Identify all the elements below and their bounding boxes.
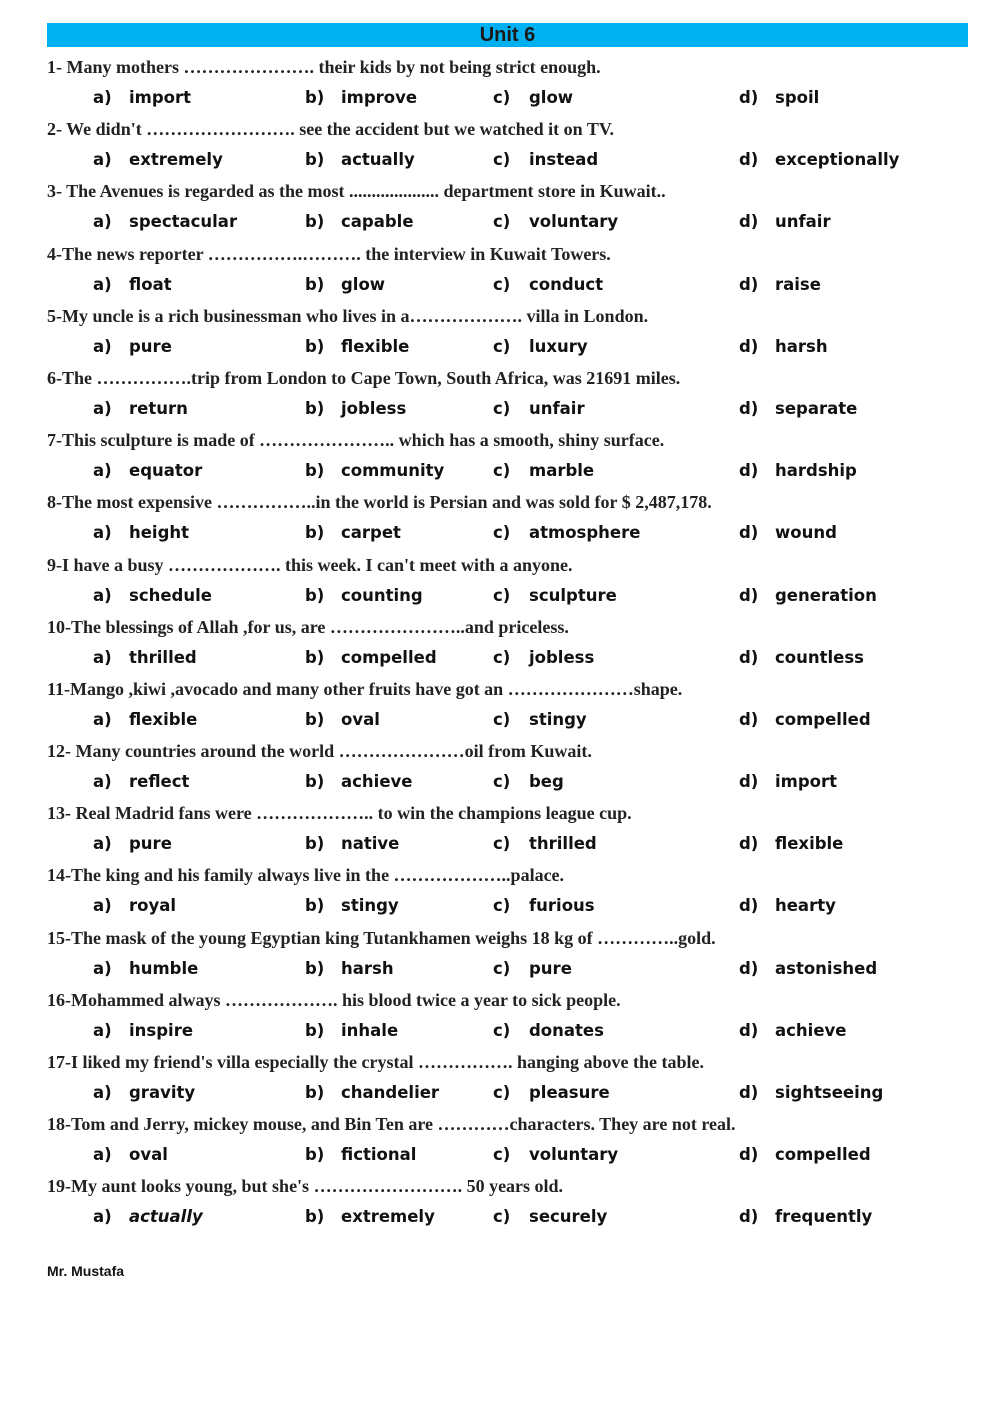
- option-b: [305, 332, 409, 362]
- option-letter: a): [93, 461, 112, 481]
- option-letter: a): [93, 274, 112, 294]
- option-letter: d): [739, 896, 759, 916]
- option-letter: c): [493, 834, 511, 854]
- option-d: [739, 145, 899, 175]
- unit-title: Unit 6: [479, 24, 536, 46]
- question-stem: 5-My uncle is a rich businessman who lives in a………………. villa in London.: [47, 305, 649, 326]
- option-text: conduct: [529, 274, 604, 294]
- question-stem: 2- We didn't ……………………. see the accident but we watched it on TV.: [47, 119, 615, 140]
- option-text: glow: [529, 88, 574, 107]
- question-item: [47, 1171, 977, 1233]
- question-item: [47, 1109, 977, 1171]
- option-text: import: [129, 88, 192, 107]
- question-item: [47, 239, 977, 301]
- option-text: voluntary: [529, 212, 619, 232]
- option-letter: c): [493, 461, 511, 481]
- option-text: return: [129, 398, 188, 418]
- answer-options: [47, 829, 977, 859]
- option-d: [739, 456, 857, 486]
- option-letter: a): [93, 834, 112, 854]
- option-text: actually: [129, 1207, 203, 1227]
- question-stem: 6-The …………….trip from London to Cape Town, South Africa, was 21691 miles.: [47, 367, 681, 388]
- option-d: [739, 829, 843, 859]
- option-text: capable: [341, 212, 414, 232]
- option-letter: a): [93, 88, 112, 107]
- option-text: compelled: [775, 709, 871, 729]
- option-a: [93, 145, 223, 175]
- option-letter: b): [305, 958, 325, 978]
- option-b: [305, 829, 399, 859]
- question-list: [47, 52, 977, 1234]
- option-b: [305, 1078, 439, 1108]
- question-stem: 15-The mask of the young Egyptian king Tutankhamen weighs 18 kg of …………..gold.: [47, 927, 716, 948]
- option-text: counting: [341, 585, 423, 605]
- option-a: [93, 1202, 203, 1232]
- option-c: [493, 1202, 607, 1232]
- option-d: [739, 1016, 846, 1046]
- answer-options: [47, 332, 977, 362]
- question-item: [47, 674, 977, 736]
- option-text: stingy: [529, 709, 587, 729]
- option-letter: c): [493, 398, 511, 418]
- answer-options: [47, 581, 977, 611]
- option-c: [493, 394, 585, 424]
- option-d: [739, 1202, 872, 1232]
- option-letter: a): [93, 1207, 112, 1227]
- option-text: atmosphere: [529, 523, 641, 543]
- option-text: harsh: [341, 958, 394, 978]
- option-text: inhale: [341, 1020, 399, 1040]
- option-text: sightseeing: [775, 1083, 884, 1102]
- option-letter: c): [493, 896, 511, 916]
- option-b: [305, 456, 444, 486]
- option-letter: c): [493, 336, 511, 356]
- option-letter: d): [739, 1020, 759, 1040]
- option-text: furious: [529, 896, 595, 916]
- option-letter: b): [305, 647, 325, 667]
- option-letter: c): [493, 585, 511, 605]
- question-item: [47, 550, 977, 612]
- option-letter: d): [739, 709, 759, 729]
- option-text: glow: [341, 274, 386, 294]
- option-b: [305, 1202, 435, 1232]
- option-a: [93, 829, 172, 859]
- option-letter: d): [739, 585, 759, 605]
- option-letter: a): [93, 1145, 112, 1165]
- answer-options: [47, 705, 977, 735]
- option-c: [493, 1078, 610, 1108]
- option-text: pure: [129, 336, 172, 356]
- option-text: compelled: [341, 647, 437, 667]
- option-text: pleasure: [529, 1083, 610, 1102]
- option-text: donates: [529, 1020, 604, 1040]
- option-b: [305, 394, 406, 424]
- option-d: [739, 705, 871, 735]
- option-text: native: [341, 834, 400, 854]
- answer-options: [47, 1016, 977, 1046]
- answer-options: [47, 891, 977, 921]
- option-text: stingy: [341, 896, 399, 916]
- option-letter: b): [305, 1083, 325, 1102]
- option-letter: c): [493, 772, 511, 792]
- unit-title-banner: [47, 23, 968, 47]
- option-letter: a): [93, 1083, 112, 1102]
- option-d: [739, 1078, 883, 1108]
- option-b: [305, 83, 417, 113]
- option-c: [493, 456, 594, 486]
- option-letter: d): [739, 647, 759, 667]
- option-d: [739, 891, 836, 921]
- option-letter: a): [93, 958, 112, 978]
- option-letter: b): [305, 1020, 325, 1040]
- option-b: [305, 1140, 416, 1170]
- question-stem: 8-The most expensive ……………..in the world is Persian and was sold for $ 2,487,178.: [47, 492, 712, 513]
- option-letter: c): [493, 523, 511, 543]
- option-text: unfair: [775, 212, 831, 232]
- option-text: royal: [129, 896, 177, 916]
- option-letter: d): [739, 88, 759, 107]
- option-letter: c): [493, 150, 511, 170]
- option-b: [305, 705, 380, 735]
- option-text: inspire: [129, 1020, 194, 1040]
- option-letter: b): [305, 212, 325, 232]
- option-text: improve: [341, 88, 418, 107]
- option-a: [93, 207, 237, 237]
- option-text: humble: [129, 958, 199, 978]
- option-letter: c): [493, 958, 511, 978]
- question-stem: 13- Real Madrid fans were ……………….. to win the champions league cup.: [47, 803, 632, 824]
- option-letter: c): [493, 88, 511, 107]
- answer-options: [47, 270, 977, 300]
- option-text: wound: [775, 523, 837, 543]
- option-text: hearty: [775, 896, 836, 916]
- option-letter: c): [493, 274, 511, 294]
- answer-options: [47, 394, 977, 424]
- option-c: [493, 518, 640, 548]
- option-text: unfair: [529, 398, 585, 418]
- option-a: [93, 643, 197, 673]
- option-a: [93, 1140, 168, 1170]
- option-b: [305, 891, 399, 921]
- option-c: [493, 581, 617, 611]
- question-stem: 14-The king and his family always live in the ………………..palace.: [47, 865, 565, 886]
- option-text: jobless: [341, 398, 407, 418]
- option-letter: a): [93, 1020, 112, 1040]
- question-stem: 3- The Avenues is regarded as the most .................... department store in Kuwait..: [47, 181, 666, 202]
- option-text: instead: [529, 150, 599, 170]
- answer-options: [47, 643, 977, 673]
- question-stem: 18-Tom and Jerry, mickey mouse, and Bin Ten are …………characters. They are not real.: [47, 1114, 736, 1135]
- option-letter: a): [93, 398, 112, 418]
- question-item: [47, 114, 977, 176]
- option-text: extremely: [129, 150, 223, 170]
- option-text: oval: [129, 1145, 168, 1165]
- option-a: [93, 83, 191, 113]
- question-stem: 9-I have a busy ………………. this week. I can't meet with a anyone.: [47, 554, 573, 575]
- option-letter: b): [305, 1145, 325, 1165]
- option-text: astonished: [775, 958, 878, 978]
- question-item: [47, 612, 977, 674]
- option-c: [493, 83, 573, 113]
- option-text: compelled: [775, 1145, 871, 1165]
- option-letter: c): [493, 647, 511, 667]
- answer-options: [47, 456, 977, 486]
- option-d: [739, 643, 864, 673]
- option-letter: d): [739, 1207, 759, 1227]
- option-letter: b): [305, 896, 325, 916]
- question-item: [47, 736, 977, 798]
- answer-options: [47, 145, 977, 175]
- option-text: community: [341, 461, 445, 481]
- option-text: countless: [775, 647, 864, 667]
- option-text: flexible: [775, 834, 844, 854]
- option-letter: b): [305, 834, 325, 854]
- option-text: float: [129, 274, 172, 294]
- question-item: [47, 301, 977, 363]
- option-letter: b): [305, 1207, 325, 1227]
- question-stem: 12- Many countries around the world …………………oil from Kuwait.: [47, 741, 592, 762]
- option-c: [493, 643, 594, 673]
- option-text: harsh: [775, 336, 828, 356]
- option-text: luxury: [529, 336, 588, 356]
- option-letter: d): [739, 274, 759, 294]
- option-text: generation: [775, 585, 877, 605]
- question-item: [47, 425, 977, 487]
- option-text: hardship: [775, 461, 857, 481]
- option-text: pure: [529, 958, 572, 978]
- option-b: [305, 581, 423, 611]
- option-letter: d): [739, 834, 759, 854]
- option-letter: b): [305, 88, 325, 107]
- answer-options: [47, 954, 977, 984]
- option-c: [493, 145, 598, 175]
- option-b: [305, 270, 385, 300]
- question-stem: 19-My aunt looks young, but she's ……………………. 50 years old.: [47, 1176, 564, 1197]
- option-letter: a): [93, 647, 112, 667]
- option-d: [739, 332, 828, 362]
- option-text: marble: [529, 461, 595, 481]
- option-d: [739, 954, 877, 984]
- option-text: reflect: [129, 772, 190, 792]
- option-letter: b): [305, 523, 325, 543]
- option-letter: c): [493, 1083, 511, 1102]
- option-text: chandelier: [341, 1083, 440, 1102]
- option-a: [93, 891, 176, 921]
- option-letter: a): [93, 212, 112, 232]
- question-stem: 7-This sculpture is made of ………………….. which has a smooth, shiny surface.: [47, 430, 665, 451]
- option-letter: d): [739, 1083, 759, 1102]
- question-stem: 10-The blessings of Allah ,for us, are …………………..and priceless.: [47, 616, 569, 637]
- question-item: [47, 860, 977, 922]
- option-text: beg: [529, 772, 564, 792]
- option-d: [739, 767, 837, 797]
- option-d: [739, 518, 837, 548]
- answer-options: [47, 207, 977, 237]
- option-letter: c): [493, 212, 511, 232]
- option-d: [739, 1140, 871, 1170]
- option-text: fictional: [341, 1145, 417, 1165]
- option-c: [493, 891, 595, 921]
- option-a: [93, 767, 189, 797]
- option-d: [739, 394, 857, 424]
- option-letter: d): [739, 1145, 759, 1165]
- option-c: [493, 207, 618, 237]
- option-a: [93, 270, 172, 300]
- option-text: sculpture: [529, 585, 617, 605]
- option-text: separate: [775, 398, 858, 418]
- option-letter: a): [93, 523, 112, 543]
- option-d: [739, 83, 819, 113]
- option-c: [493, 1140, 618, 1170]
- option-a: [93, 518, 189, 548]
- option-c: [493, 705, 587, 735]
- answer-options: [47, 1140, 977, 1170]
- option-c: [493, 1016, 604, 1046]
- option-text: pure: [129, 834, 172, 854]
- option-d: [739, 207, 831, 237]
- option-text: thrilled: [129, 647, 197, 667]
- option-text: oval: [341, 709, 380, 729]
- option-a: [93, 394, 188, 424]
- option-c: [493, 332, 588, 362]
- option-letter: b): [305, 772, 325, 792]
- question-item: [47, 176, 977, 238]
- option-letter: d): [739, 958, 759, 978]
- option-letter: a): [93, 585, 112, 605]
- option-text: securely: [529, 1207, 608, 1227]
- option-letter: b): [305, 585, 325, 605]
- option-letter: d): [739, 461, 759, 481]
- option-letter: b): [305, 150, 325, 170]
- answer-options: [47, 767, 977, 797]
- option-letter: d): [739, 523, 759, 543]
- option-b: [305, 767, 412, 797]
- option-a: [93, 332, 172, 362]
- option-letter: b): [305, 709, 325, 729]
- option-c: [493, 954, 572, 984]
- option-text: spoil: [775, 88, 820, 107]
- option-text: schedule: [129, 585, 212, 605]
- option-letter: a): [93, 709, 112, 729]
- question-stem: 4-The news reporter …………….………. the interview in Kuwait Towers.: [47, 243, 611, 264]
- question-stem: 16-Mohammed always ………………. his blood twice a year to sick people.: [47, 989, 621, 1010]
- question-item: [47, 52, 977, 114]
- option-b: [305, 145, 415, 175]
- option-d: [739, 270, 821, 300]
- option-c: [493, 829, 597, 859]
- question-item: [47, 363, 977, 425]
- option-text: carpet: [341, 523, 401, 543]
- option-text: actually: [341, 150, 415, 170]
- answer-options: [47, 1078, 977, 1108]
- answer-options: [47, 1202, 977, 1232]
- option-text: voluntary: [529, 1145, 619, 1165]
- question-item: [47, 923, 977, 985]
- option-text: flexible: [129, 709, 198, 729]
- option-letter: b): [305, 336, 325, 356]
- option-text: extremely: [341, 1207, 435, 1227]
- question-stem: 1- Many mothers …………………. their kids by not being strict enough.: [47, 57, 601, 77]
- option-text: frequently: [775, 1207, 873, 1227]
- option-a: [93, 1016, 193, 1046]
- option-c: [493, 270, 603, 300]
- option-text: jobless: [529, 647, 595, 667]
- option-b: [305, 518, 401, 548]
- option-text: flexible: [341, 336, 410, 356]
- option-letter: c): [493, 1145, 511, 1165]
- option-letter: d): [739, 212, 759, 232]
- option-letter: a): [93, 150, 112, 170]
- option-letter: a): [93, 896, 112, 916]
- option-a: [93, 456, 202, 486]
- option-a: [93, 581, 212, 611]
- option-a: [93, 954, 198, 984]
- option-c: [493, 767, 564, 797]
- option-letter: b): [305, 398, 325, 418]
- option-text: equator: [129, 461, 203, 481]
- option-letter: d): [739, 398, 759, 418]
- option-b: [305, 1016, 398, 1046]
- option-text: import: [775, 772, 838, 792]
- answer-options: [47, 83, 977, 113]
- answer-options: [47, 518, 977, 548]
- question-item: [47, 798, 977, 860]
- option-d: [739, 581, 877, 611]
- option-text: height: [129, 523, 190, 543]
- option-a: [93, 1078, 195, 1108]
- question-item: [47, 1047, 977, 1109]
- option-a: [93, 705, 197, 735]
- question-item: [47, 487, 977, 549]
- option-text: spectacular: [129, 212, 238, 232]
- option-text: achieve: [341, 772, 413, 792]
- question-stem: 11-Mango ,kiwi ,avocado and many other fruits have got an …………………shape.: [47, 678, 683, 699]
- option-b: [305, 954, 394, 984]
- option-letter: d): [739, 336, 759, 356]
- option-letter: a): [93, 772, 112, 792]
- option-letter: c): [493, 1207, 511, 1227]
- option-text: achieve: [775, 1020, 847, 1040]
- option-text: gravity: [129, 1083, 196, 1102]
- question-item: [47, 985, 977, 1047]
- option-b: [305, 643, 437, 673]
- option-letter: b): [305, 461, 325, 481]
- option-text: exceptionally: [775, 150, 900, 170]
- option-letter: d): [739, 772, 759, 792]
- option-letter: a): [93, 336, 112, 356]
- question-stem: 17-I liked my friend's villa especially the crystal ……………. hanging above the table.: [47, 1052, 704, 1072]
- option-text: thrilled: [529, 834, 597, 854]
- option-letter: c): [493, 709, 511, 729]
- option-letter: d): [739, 150, 759, 170]
- option-letter: c): [493, 1020, 511, 1040]
- option-letter: b): [305, 274, 325, 294]
- option-b: [305, 207, 414, 237]
- option-text: raise: [775, 274, 821, 294]
- author-footer: Mr. Mustafa: [47, 1263, 125, 1279]
